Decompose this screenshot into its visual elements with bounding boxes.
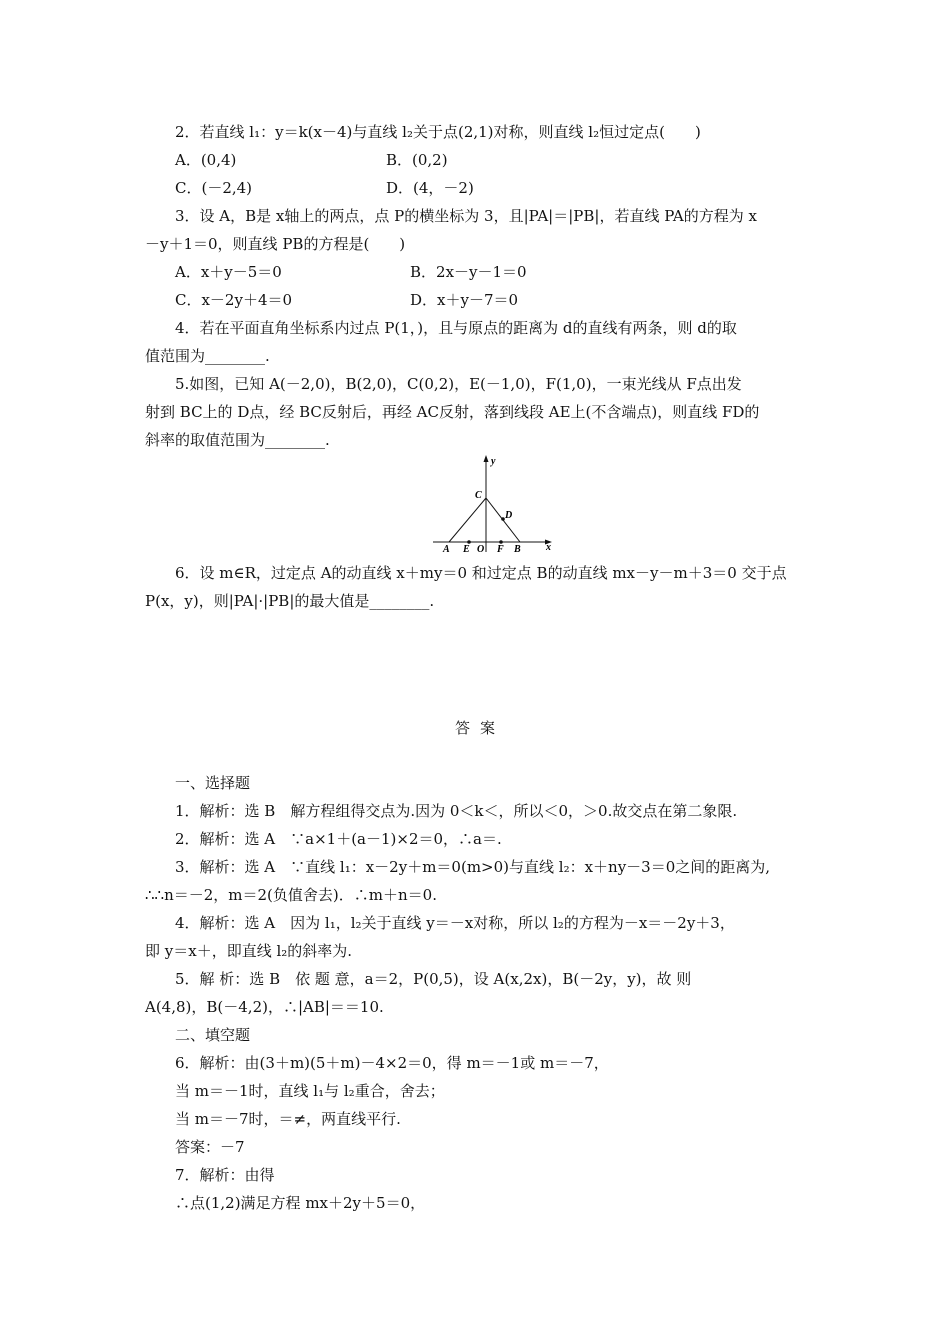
section-fill: 二、填空题 [175, 1026, 251, 1044]
answer-6-line2: 当 m＝－1时，直线 l₁与 l₂重合，舍去； [175, 1082, 445, 1100]
answer-6-line1: 6．解析：由(3＋m)(5＋m)－4×2＝0，得 m＝－1或 m＝－7， [175, 1054, 609, 1072]
answer-5-line2: A(4,8)，B(－4,2)，∴|AB|＝＝10. [145, 998, 384, 1016]
answer-5-line1: 5．解 析：选 B 依 题 意，a＝2，P(0,5)，设 A(x,2x)，B(－2y，y)，故 则 [175, 970, 692, 988]
label-x: x [546, 542, 551, 553]
q3-option-c: C．x－2y＋4＝0 [175, 291, 293, 309]
label-a: A [443, 544, 450, 555]
y-axis-arrow [484, 455, 489, 462]
q3-stem-line1: 3．设 A，B是 x轴上的两点，点 P的横坐标为 3，且|PA|＝|PB|，若直线 PA的方程为 x [175, 207, 757, 225]
segment-ac [449, 498, 486, 542]
q6-stem-line1: 6．设 m∈R，过定点 A的动直线 x＋my＝0 和过定点 B的动直线 mx－y－m＋3＝0 交于点 [175, 564, 787, 582]
q3-stem-line2: －y＋1＝0，则直线 PB的方程是( ) [145, 235, 406, 253]
answer-2: 2．解析：选 A ∵a×1＋(a－1)×2＝0，∴a＝. [175, 830, 502, 848]
q2-option-a: A．(0,4) [175, 151, 237, 169]
q3-option-a: A．x＋y－5＝0 [175, 263, 282, 281]
label-o: O [477, 544, 485, 555]
q2-option-d: D．(4，－2) [386, 179, 474, 197]
answer-4-line1: 4．解析：选 A 因为 l₁，l₂关于直线 y＝－x对称，所以 l₂的方程为－x＝－2y＋3， [175, 914, 735, 932]
q4-stem-line2: 值范围为________. [145, 347, 270, 365]
section-choice: 一、选择题 [175, 774, 251, 792]
label-c: C [475, 490, 482, 501]
label-y: y [491, 456, 496, 467]
answer-3-line2: ∴∴n＝－2，m＝2(负值舍去)．∴m＋n＝0. [145, 886, 437, 904]
q5-stem-line3: 斜率的取值范围为________. [145, 431, 330, 449]
answer-1: 1．解析：选 B 解方程组得交点为.因为 0＜k＜，所以＜0，＞0.故交点在第二象限. [175, 802, 738, 820]
answer-6-line4: 答案：－7 [175, 1138, 245, 1156]
answers-title: 答案 [455, 719, 506, 737]
q2-option-c: C．(－2,4) [175, 179, 253, 197]
label-b: B [514, 544, 521, 555]
q2-option-b: B．(0,2) [386, 151, 448, 169]
q3-option-b: B．2x－y－1＝0 [410, 263, 527, 281]
label-f: F [497, 544, 504, 555]
answer-6-line3: 当 m＝－7时，＝≠，两直线平行. [175, 1110, 401, 1128]
answer-7-line2: ∴点(1,2)满足方程 mx＋2y＋5＝0， [175, 1194, 426, 1212]
answer-7-line1: 7．解析：由得 [175, 1166, 275, 1184]
label-e: E [463, 544, 470, 555]
q5-stem-line1: 5.如图，已知 A(－2,0)，B(2,0)，C(0,2)，E(－1,0)，F(1,0)，一束光线从 F点出发 [175, 375, 742, 393]
answer-3-line1: 3．解析：选 A ∵直线 l₁：x－2y＋m＝0(m>0)与直线 l₂：x＋ny－3＝0之间的距离为, [175, 858, 771, 876]
label-d: D [505, 510, 513, 521]
q2-stem: 2．若直线 l₁：y＝k(x－4)与直线 l₂关于点(2,1)对称，则直线 l₂恒过定点( ) [175, 123, 701, 141]
answer-4-line2: 即 y＝x＋，即直线 l₂的斜率为. [145, 942, 353, 960]
q5-stem-line2: 射到 BC上的 D点，经 BC反射后，再经 AC反射，落到线段 AE上(不含端点)，则直线 FD的 [145, 403, 760, 421]
geometry-figure [425, 452, 565, 556]
q4-stem-line1: 4．若在平面直角坐标系内过点 P(1，)，且与原点的距离为 d的直线有两条，则 d的取 [175, 319, 737, 337]
q3-option-d: D．x＋y－7＝0 [410, 291, 519, 309]
q6-stem-line2: P(x，y)，则|PA|·|PB|的最大值是________. [145, 592, 435, 610]
